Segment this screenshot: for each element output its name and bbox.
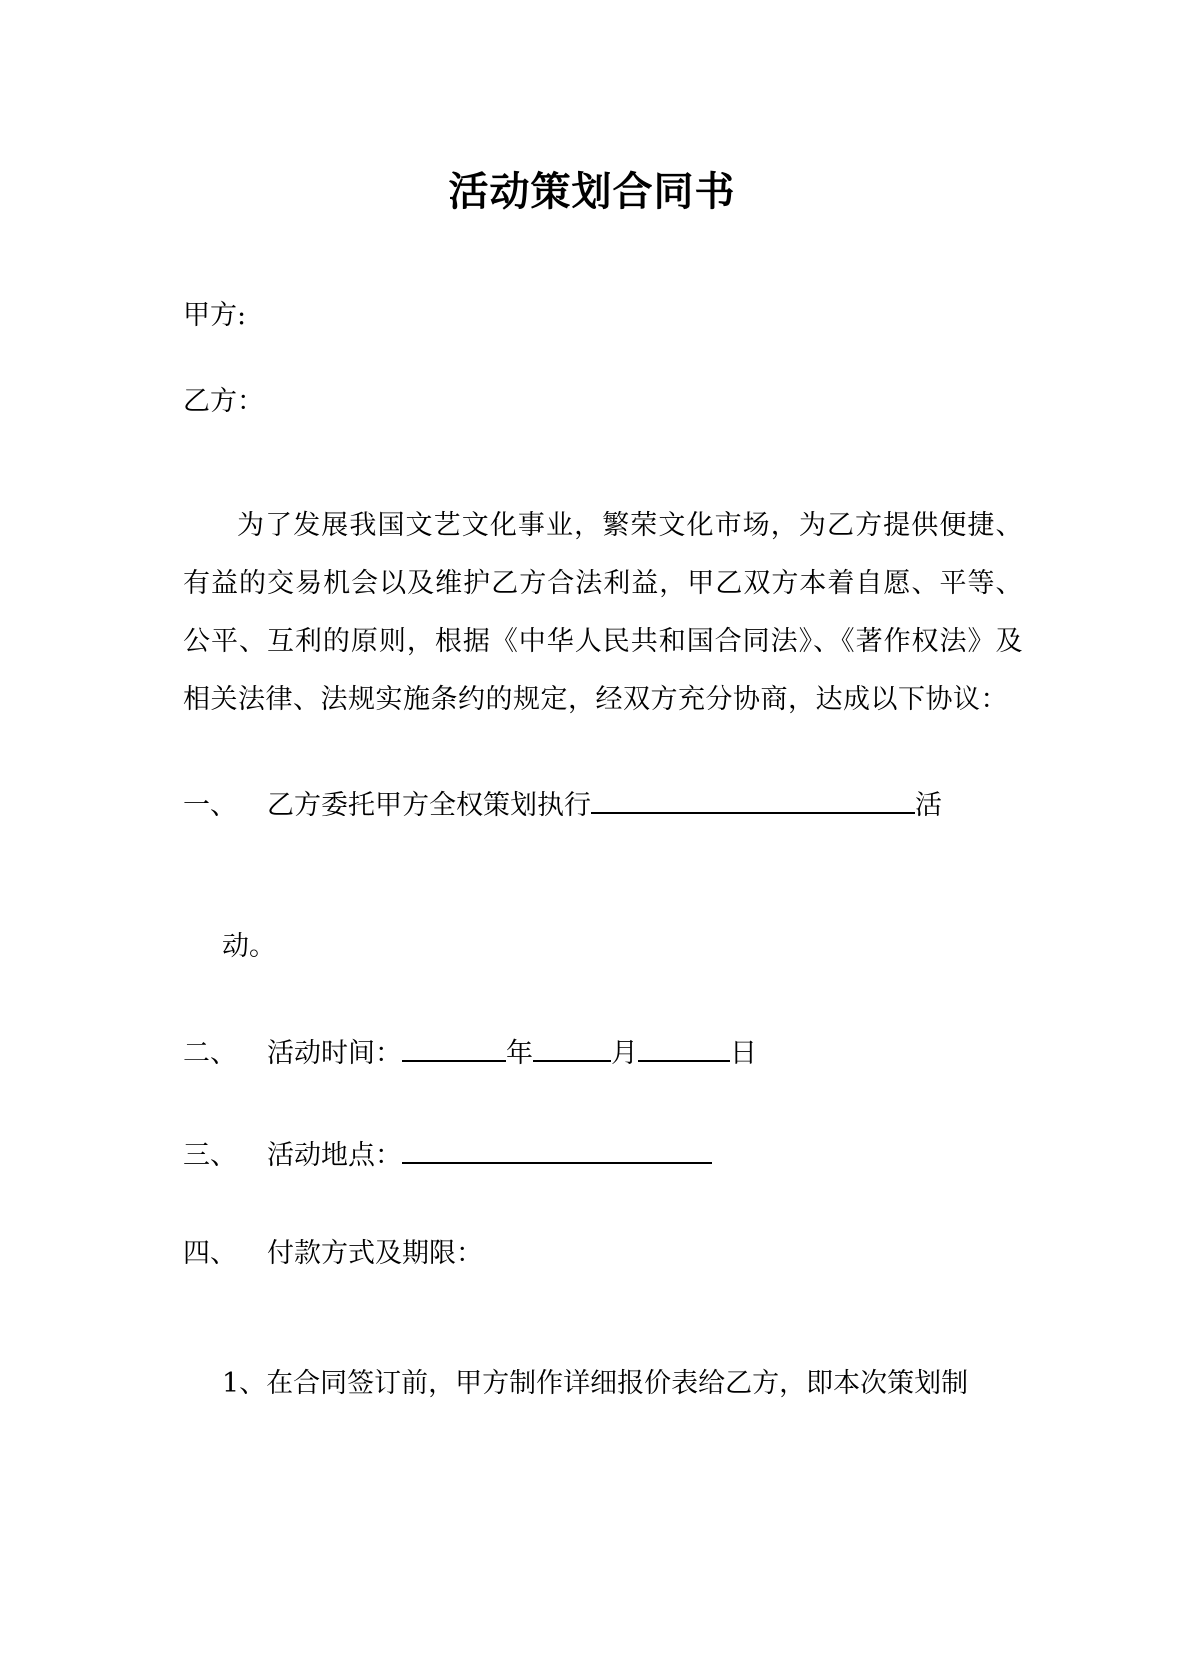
day-label: 日 [730,1038,757,1069]
clause-4 [183,1236,483,1272]
clause-2-text: 活动时间： [267,1038,402,1069]
party-b-label: 乙方： [183,386,264,417]
day-blank[interactable] [638,1032,730,1062]
clause-3-number: 三、 [183,1140,237,1171]
location-blank[interactable] [402,1134,712,1164]
payment-sub-item-1: 1、在合同签订前，甲方制作详细报价表给乙方，即本次策划制 [222,1368,969,1399]
year-label: 年 [506,1038,533,1069]
clause-3 [183,1134,712,1174]
preamble-paragraph: 为了发展我国文艺文化事业，繁荣文化市场，为乙方提供便捷、有益的交易机会以及维护乙方合法利益，甲乙双方本着自愿、平等、公平、互利的原则，根据《中华人民共和国合同法》、《著作权法》及相关法律、法规实施条约的规定，经双方充分协商，达成以下协议： [183,510,1023,715]
clause-2 [183,1032,757,1072]
clause-1-number: 一、 [183,790,237,821]
clause-1-continuation: 动。 [222,931,276,962]
clause-1 [183,784,942,824]
clause-1-text: 乙方委托甲方全权策划执行 [267,790,591,821]
party-a-label: 甲方: [183,300,247,331]
month-label: 月 [611,1038,638,1069]
clause-2-number: 二、 [183,1038,237,1069]
clause-3-text: 活动地点： [267,1140,402,1171]
clause-1-suffix: 活 [915,790,942,821]
clause-4-number: 四、 [183,1238,237,1269]
year-blank[interactable] [402,1032,506,1062]
activity-name-blank[interactable] [591,784,915,814]
clause-4-text: 付款方式及期限： [267,1238,483,1269]
document-title: 活动策划合同书 [448,168,736,215]
month-blank[interactable] [533,1032,611,1062]
